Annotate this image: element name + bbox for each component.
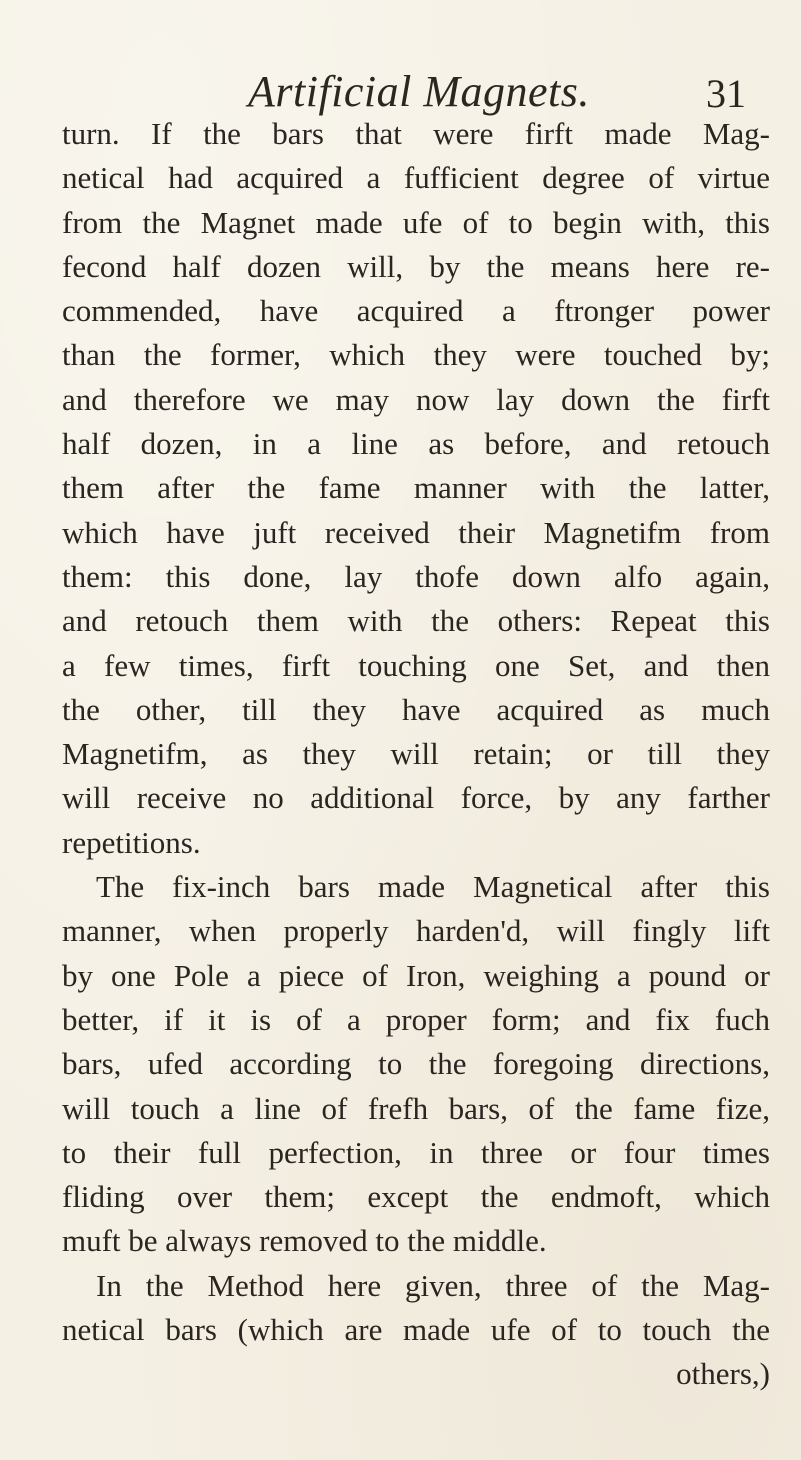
text-line: the other, till they have acquired as much — [62, 691, 770, 727]
text-line: and therefore we may now lay down the firft — [62, 381, 770, 417]
text-line: to their full perfection, in three or four times — [62, 1134, 770, 1170]
text-line: others,) — [676, 1356, 770, 1392]
text-line: will receive no additional force, by any farther — [62, 780, 770, 816]
text-line: better, if it is of a proper form; and fix fuch — [62, 1001, 770, 1037]
text-line: and retouch them with the others: Repeat this — [62, 603, 770, 639]
text-line: netical bars (which are made ufe of to touch the — [62, 1312, 770, 1348]
text-line: than the former, which they were touched by; — [62, 337, 770, 373]
body-text — [62, 112, 770, 1397]
text-line: bars, ufed according to the foregoing directions, — [62, 1046, 770, 1082]
text-line: commended, have acquired a ftronger power — [62, 293, 770, 329]
text-line: a few times, firft touching one Set, and then — [62, 647, 770, 683]
running-title: Artificial Magnets. — [248, 67, 590, 116]
text-line: them after the fame manner with the latter, — [62, 470, 770, 506]
text-line: them: this done, lay thofe down alfo again, — [62, 558, 770, 594]
text-line: turn. If the bars that were firft made Mag- — [62, 116, 770, 151]
text-line: muft be always removed to the middle. — [62, 1223, 547, 1259]
text-line: manner, when properly harden'd, will fingly lift — [62, 913, 770, 949]
running-head — [0, 66, 801, 118]
text-line: Magnetifm, as they will retain; or till they — [62, 736, 770, 772]
text-line: In the Method here given, three of the Mag- — [96, 1267, 770, 1303]
text-line: repetitions. — [62, 824, 201, 860]
text-line: fliding over them; except the endmoft, which — [62, 1179, 770, 1215]
page-number: 31 — [706, 71, 746, 116]
text-line: will touch a line of frefh bars, of the fame fize, — [62, 1090, 770, 1126]
text-line: by one Pole a piece of Iron, weighing a pound or — [62, 957, 770, 993]
text-line: netical had acquired a fufficient degree of virtue — [62, 160, 770, 196]
text-line: from the Magnet made ufe of to begin with, this — [62, 204, 770, 240]
text-line: The fix-inch bars made Magnetical after this — [96, 869, 770, 905]
text-line: which have juft received their Magnetifm from — [62, 514, 770, 550]
text-line: half dozen, in a line as before, and retouch — [62, 426, 770, 462]
text-line: fecond half dozen will, by the means here re- — [62, 248, 770, 284]
